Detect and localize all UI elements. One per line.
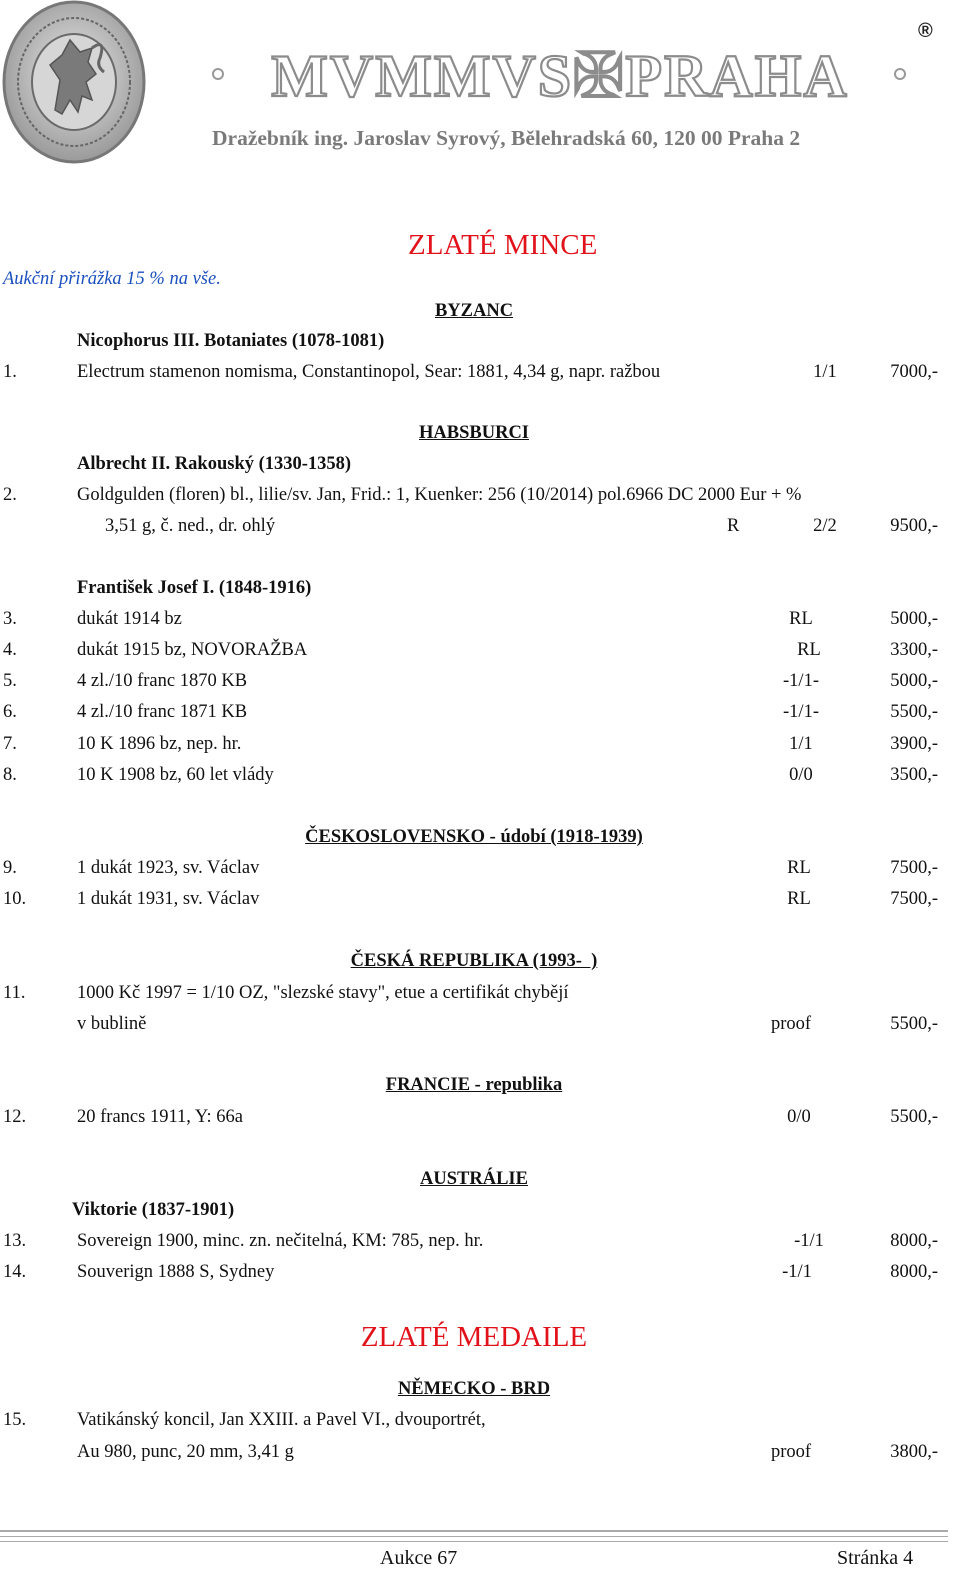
lot-description: Sovereign 1900, minc. zn. nečitelná, KM: 785, nep. hr. xyxy=(77,1231,484,1251)
lot-number: 5. xyxy=(3,671,17,691)
country-heading: NĚMECKO - BRD xyxy=(397,1379,551,1399)
lot-grade: 2/2 xyxy=(813,516,837,536)
lot-number: 6. xyxy=(3,702,17,722)
lot-description: Vatikánský koncil, Jan XXIII. a Pavel VI., dvouportrét, xyxy=(77,1410,486,1430)
lot-price: 3900,- xyxy=(890,734,938,754)
ruler-heading: František Josef I. (1848-1916) xyxy=(77,578,312,598)
lot-description: 4 zl./10 franc 1870 KB xyxy=(77,671,248,691)
lot-description: 1000 Kč 1997 = 1/10 OZ, "slezské stavy", etue a certifikát chybějí xyxy=(77,983,569,1003)
lot-price: 5500,- xyxy=(890,1014,938,1034)
lot-number: 7. xyxy=(3,734,17,754)
ruler-heading: Albrecht II. Rakouský (1330-1358) xyxy=(77,454,352,474)
lot-number: 3. xyxy=(3,609,17,629)
country-heading: ČESKOSLOVENSKO - údobí (1918-1939) xyxy=(305,827,643,847)
lot-description: 10 K 1896 bz, nep. hr. xyxy=(77,734,242,754)
lot-number: 2. xyxy=(3,485,17,505)
lot-grade: -1/1 xyxy=(794,1231,824,1251)
lot-description: dukát 1915 bz, NOVORAŽBA xyxy=(77,640,308,660)
footer-divider xyxy=(0,1536,948,1537)
lot-grade: RL xyxy=(789,609,813,629)
lot-description: Souverign 1888 S, Sydney xyxy=(77,1262,275,1282)
registered-mark: ® xyxy=(918,20,933,42)
lot-number: 4. xyxy=(3,640,17,660)
auctioneer-address: Dražebník ing. Jaroslav Syrový, Bělehradská 60, 120 00 Praha 2 xyxy=(212,126,801,150)
lot-price: 5000,- xyxy=(890,609,938,629)
lot-number: 15. xyxy=(3,1410,27,1430)
lot-number: 1. xyxy=(3,362,17,382)
lot-grade: -1/1 xyxy=(782,1262,812,1282)
lot-description: Goldgulden (floren) bl., lilie/sv. Jan, Frid.: 1, Kuenker: 256 (10/2014) pol.6966 DC 2000 Eur + % xyxy=(77,485,802,505)
lot-number: 9. xyxy=(3,858,17,878)
lot-price: 8000,- xyxy=(890,1231,938,1251)
lot-number: 8. xyxy=(3,765,17,785)
logo-text: MVMMVS✠PRAHA xyxy=(271,44,849,106)
lot-price: 5500,- xyxy=(890,702,938,722)
lot-grade: 1/1 xyxy=(789,734,813,754)
section-title-gold-coins: ZLATÉ MINCE xyxy=(408,229,598,261)
lot-grade: proof xyxy=(770,1442,812,1462)
section-title-gold-medals: ZLATÉ MEDAILE xyxy=(360,1321,588,1353)
lot-description-cont: v bublině xyxy=(77,1014,147,1034)
lot-description: 1 dukát 1923, sv. Václav xyxy=(77,858,260,878)
lot-description: 20 francs 1911, Y: 66a xyxy=(77,1107,243,1127)
surcharge-note: Aukční přirážka 15 % na vše. xyxy=(3,269,221,289)
lot-number: 14. xyxy=(3,1262,27,1282)
lot-grade: proof xyxy=(770,1014,812,1034)
footer-page-number: Stránka 4 xyxy=(837,1547,914,1569)
lot-description-cont: Au 980, punc, 20 mm, 3,41 g xyxy=(77,1442,294,1462)
lot-grade: RL xyxy=(797,640,821,660)
lot-price: 7500,- xyxy=(890,858,938,878)
lot-description: 4 zl./10 franc 1871 KB xyxy=(77,702,248,722)
footer-divider xyxy=(0,1541,948,1542)
country-heading: HABSBURCI xyxy=(419,423,529,443)
lot-number: 10. xyxy=(3,889,27,909)
lot-description: Electrum stamenon nomisma, Constantinopol, Sear: 1881, 4,34 g, napr. ražbou xyxy=(77,362,661,382)
lot-grade: RL xyxy=(787,858,811,878)
lot-description-cont: 3,51 g, č. ned., dr. ohlý xyxy=(105,516,276,536)
country-heading: FRANCIE - republika xyxy=(385,1075,563,1095)
lot-grade: -1/1- xyxy=(783,671,819,691)
lot-description: dukát 1914 bz xyxy=(77,609,182,629)
lot-price: 7000,- xyxy=(890,362,938,382)
lot-description: 10 K 1908 bz, 60 let vlády xyxy=(77,765,274,785)
lot-price: 7500,- xyxy=(890,889,938,909)
lot-price: 5500,- xyxy=(890,1107,938,1127)
ruler-heading: Nicophorus III. Botaniates (1078-1081) xyxy=(77,331,385,351)
lot-grade: RL xyxy=(787,889,811,909)
country-heading: BYZANC xyxy=(434,301,514,321)
country-heading: ČESKÁ REPUBLIKA (1993- ) xyxy=(350,951,598,971)
lot-grade: -1/1- xyxy=(783,702,819,722)
lot-price: 3800,- xyxy=(890,1442,938,1462)
country-heading: AUSTRÁLIE xyxy=(420,1169,528,1189)
lot-number: 13. xyxy=(3,1231,27,1251)
lot-description: 1 dukát 1931, sv. Václav xyxy=(77,889,260,909)
lot-price: 9500,- xyxy=(890,516,938,536)
lot-rarity: R xyxy=(727,516,740,536)
lot-grade: 0/0 xyxy=(789,765,813,785)
lot-number: 12. xyxy=(3,1107,27,1127)
footer-divider xyxy=(0,1530,948,1532)
lot-price: 8000,- xyxy=(890,1262,938,1282)
mvmmvs-praha-logo xyxy=(210,44,910,106)
lot-price: 5000,- xyxy=(890,671,938,691)
lot-grade: 0/0 xyxy=(787,1107,811,1127)
ruler-heading: Viktorie (1837-1901) xyxy=(72,1200,235,1220)
lot-price: 3300,- xyxy=(890,640,938,660)
footer-auction-number: Aukce 67 xyxy=(380,1547,458,1569)
lot-number: 11. xyxy=(3,983,26,1003)
lot-price: 3500,- xyxy=(890,765,938,785)
coin-seal-logo xyxy=(0,0,152,168)
lot-grade: 1/1 xyxy=(813,362,837,382)
